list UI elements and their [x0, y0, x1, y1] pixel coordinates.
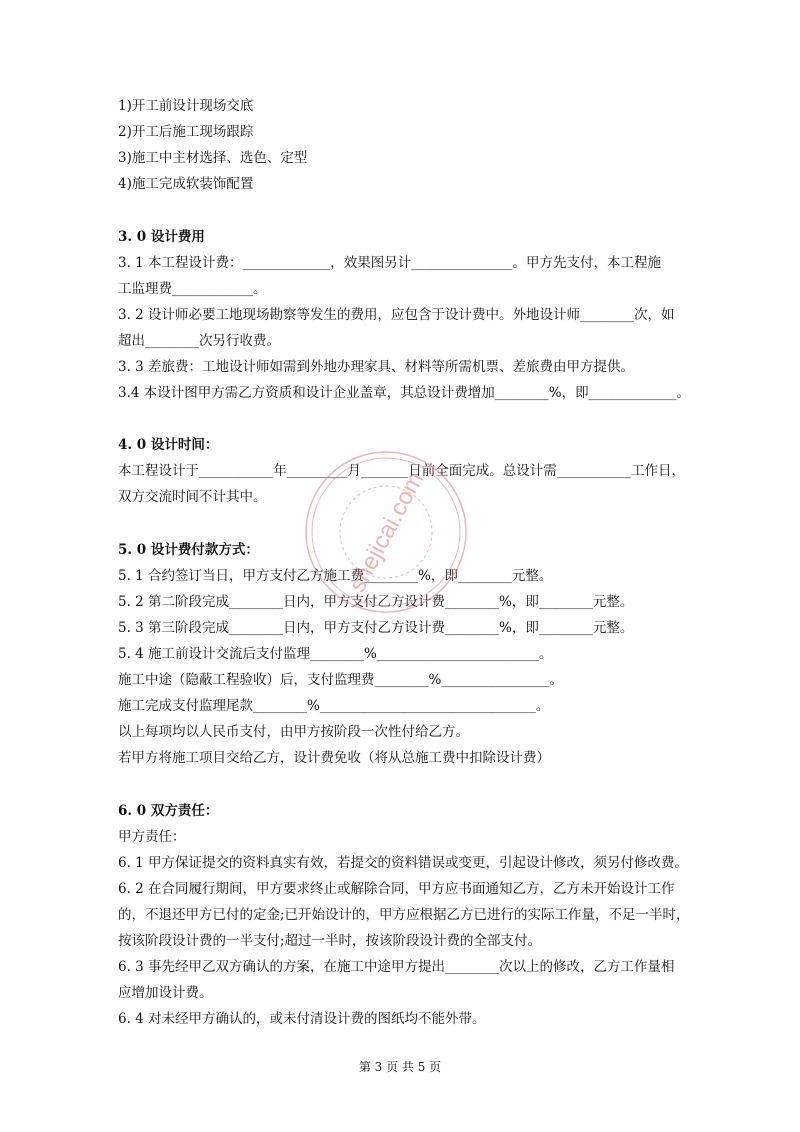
- line-4: 4)施工完成软装饰配置: [118, 176, 254, 192]
- page-footer: 第 3 页 共 5 页: [358, 1060, 442, 1074]
- party-a-heading: 甲方责任：: [118, 829, 186, 845]
- clause-6-4: 6. 4 对未经甲方确认的，或未付清设计费的图纸均不能外带。: [118, 1011, 486, 1027]
- clause-4-1: 本工程设计于___________年_________月_______日前全面完成。总设计需___________工作日，: [118, 463, 685, 479]
- line-3: 3)施工中主材选择、选色、定型: [118, 150, 308, 166]
- clause-3-2-cont: 超出________次另行收费。: [118, 333, 280, 349]
- clause-5-4-final: 施工完成支付监理尾款________%________________________________。: [118, 698, 550, 714]
- line-1: 1)开工前设计现场交底: [118, 98, 254, 114]
- clause-5-2: 5. 2 第二阶段完成________日内，甲方支付乙方设计费________%，即________元整。: [118, 594, 634, 610]
- clause-4-1-cont: 双方交流时间不计其中。: [118, 489, 267, 505]
- clause-5-3: 5. 3 第三阶段完成________日内，甲方支付乙方设计费________%，即________元整。: [118, 620, 634, 636]
- clause-6-2-cont-2: 按该阶段设计费的一半支付;超过一半时，按该阶段设计费的全部支付。: [118, 933, 542, 949]
- clause-3-4: 3.4 本设计图甲方需乙方资质和设计企业盖章，其总设计费增加________%，即_____________。: [118, 385, 690, 401]
- section-4-heading: 4. 0 设计时间：: [118, 437, 219, 453]
- clause-6-2: 6. 2 在合同履行期间，甲方要求终止或解除合同，甲方应书面通知乙方，乙方未开始设计工作: [118, 881, 675, 897]
- clause-5-note-2: 若甲方将施工项目交给乙方，设计费免收（将从总施工费中扣除设计费）: [118, 750, 550, 766]
- clause-5-note-1: 以上每项均以人民币支付，由甲方按阶段一次性付给乙方。: [118, 724, 469, 740]
- clause-3-1: 3. 1 本工程设计费：_____________，效果图另计_______________。甲方先支付，本工程施: [118, 255, 662, 271]
- clause-6-1: 6. 1 甲方保证提交的资料真实有效，若提交的资料错误或变更，引起设计修改，须另付修改费。: [118, 855, 689, 871]
- clause-6-2-cont-1: 的，不退还甲方已付的定金;已开始设计的，甲方应根据乙方已进行的实际工作量，不足一半时，: [118, 907, 690, 923]
- clause-5-1: 5. 1 合约签订当日，甲方支付乙方施工费________%，即________元整。: [118, 568, 553, 584]
- section-5-heading: 5. 0 设计费付款方式：: [118, 542, 259, 558]
- clause-3-3: 3. 3 差旅费：工地设计师如需到外地办理家具、材料等所需机票、差旅费由甲方提供。: [118, 359, 635, 375]
- clause-5-4-midway: 施工中途（隐蔽工程验收）后，支付监理费________%________________。: [118, 672, 563, 688]
- clause-6-3: 6. 3 事先经甲乙双方确认的方案，在施工中途甲方提出________次以上的修改，乙方工作量相: [118, 959, 675, 975]
- section-3-heading: 3. 0 设计费用: [118, 229, 205, 245]
- watermark-text: shejicai.com: [343, 467, 430, 597]
- section-6-heading: 6. 0 双方责任：: [118, 803, 219, 819]
- clause-3-1-cont: 工监理费____________。: [118, 281, 267, 297]
- clause-5-4: 5. 4 施工前设计交流后支付监理________%________________________。: [118, 646, 553, 662]
- clause-3-2: 3. 2 设计师必要工地现场勘察等发生的费用，应包含于设计费中。外地设计师________次，如: [118, 307, 675, 323]
- line-2: 2)开工后施工现场跟踪: [118, 124, 254, 140]
- clause-6-3-cont: 应增加设计费。: [118, 985, 213, 1001]
